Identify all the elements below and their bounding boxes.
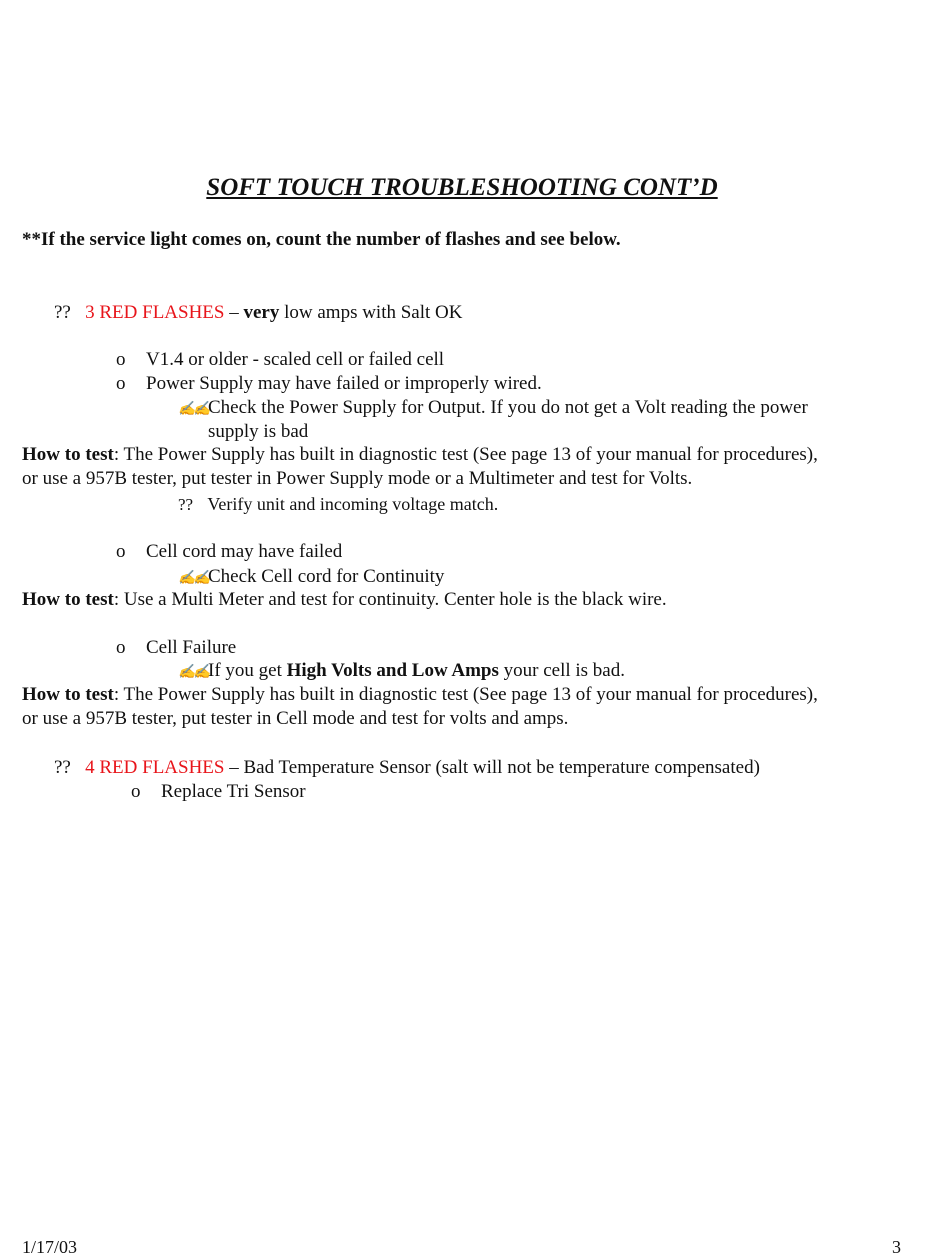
sub-marker: o — [131, 781, 141, 802]
check-item-text-pre: If you get — [208, 660, 287, 681]
list-item — [116, 636, 236, 660]
check-item-text: Check the Power Supply for Output. If you do not get a Volt reading the power — [208, 397, 808, 418]
writing-hand-icon: ✍✍ — [178, 571, 209, 586]
verify-item — [178, 492, 498, 517]
emphasis-very: very — [243, 302, 280, 323]
list-item — [116, 540, 342, 564]
how-to-test — [22, 683, 818, 707]
how-to-test-continued: or use a 957B tester, put tester in Power Supply mode or a Multimeter and test for Volts. — [22, 468, 693, 489]
list-item-text: Cell Failure — [146, 637, 237, 658]
list-item-text: Power Supply may have failed or improperly wired. — [146, 373, 542, 394]
intro-text: **If the service light comes on, count the number of flashes and see below. — [22, 229, 621, 250]
list-item-text: Cell cord may have failed — [146, 541, 343, 562]
list-item — [116, 348, 444, 372]
bullet-marker: ?? — [54, 757, 71, 778]
verify-text: Verify unit and incoming voltage match. — [207, 494, 499, 514]
list-item-text: Replace Tri Sensor — [161, 781, 306, 802]
check-item-text: Check Cell cord for Continuity — [208, 566, 445, 587]
sub-marker: o — [116, 637, 126, 658]
how-to-test-text: : Use a Multi Meter and test for continuity. Center hole is the black wire. — [113, 589, 667, 610]
writing-hand-icon: ✍✍ — [178, 665, 209, 680]
how-to-test-text: : The Power Supply has built in diagnostic test (See page 13 of your manual for procedures), — [113, 684, 818, 705]
flash-count-3: 3 RED FLASHES — [85, 302, 225, 323]
how-to-test-label: How to test — [22, 684, 114, 705]
writing-hand-icon: ✍✍ — [178, 402, 209, 417]
page-title: SOFT TOUCH TROUBLESHOOTING CONT’D — [206, 174, 718, 201]
list-item-text: V1.4 or older - scaled cell or failed cell — [146, 349, 445, 370]
how-to-test-continued: or use a 957B tester, put tester in Cell mode and test for volts and amps. — [22, 708, 569, 729]
sub-marker: o — [116, 373, 126, 394]
how-to-test-text: : The Power Supply has built in diagnostic test (See page 13 of your manual for procedures), — [113, 444, 818, 465]
list-item — [131, 780, 306, 804]
footer-date: 1/17/03 — [22, 1237, 78, 1257]
check-item-text-post: your cell is bad. — [498, 660, 625, 681]
section-4-description: – Bad Temperature Sensor (salt will not be temperature compensated) — [224, 757, 760, 778]
list-item — [116, 372, 542, 396]
check-item — [178, 396, 808, 422]
how-to-test — [22, 443, 818, 467]
bullet-marker: ?? — [178, 495, 194, 514]
flash-count-4: 4 RED FLASHES — [85, 757, 225, 778]
check-item-emphasis: High Volts and Low Amps — [286, 660, 499, 681]
sub-marker: o — [116, 541, 126, 562]
section-3-description: low amps with Salt OK — [279, 302, 463, 323]
page-number: 3 — [892, 1237, 901, 1257]
how-to-test-label: How to test — [22, 589, 114, 610]
dash: – — [224, 302, 244, 323]
how-to-test — [22, 588, 667, 612]
how-to-test-label: How to test — [22, 444, 114, 465]
bullet-marker: ?? — [54, 302, 71, 323]
section-3-heading — [54, 301, 463, 325]
section-4-heading — [54, 756, 760, 780]
sub-marker: o — [116, 349, 126, 370]
check-item — [178, 659, 625, 685]
check-item-continued: supply is bad — [208, 421, 309, 442]
